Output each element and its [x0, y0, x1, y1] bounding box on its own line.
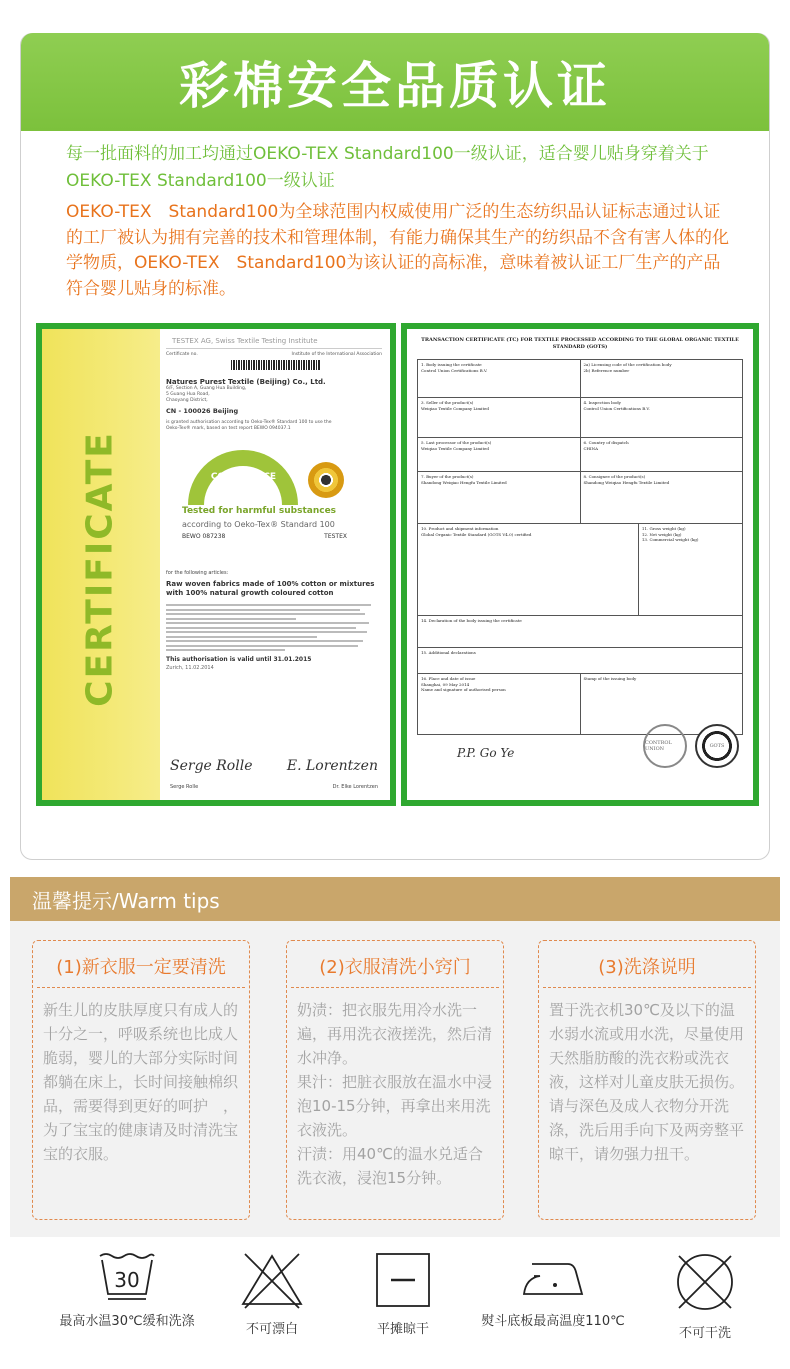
- barcode: [231, 360, 321, 370]
- care-item-dry: [328, 1250, 478, 1337]
- cert-city: CN - 100026 Beijing: [166, 407, 239, 415]
- warm-tips-header: [10, 877, 780, 921]
- cert-validity: This authorisation is valid until 31.01.2015: [166, 656, 312, 663]
- care-item-wash: [52, 1250, 202, 1329]
- gots-table: 1. Body issuing the certificate Control Union Certifications B.V. 2a) Licensing code of the certification body 2b) Reference number 3. Seller of the product(s) Weiqiao Textile Company Limited 4. Inspection body Control Union Certifications B.V. 5. Last processor of the product(s) Weiqiao Textile Company Limited 6. Country of dispatch CHINA 7. Buyer of the product(s) Shandong Weiqiao Hengfu Textile Limited 8. Consignee of the product(s) Shandong Weiqiao Hengfu Textile Limited 10. Product and shipment information Global Organic Textile Standard (GOTS V4.0) certified 11. Gross weight (kg) 12. Net weight (kg) 13. Commercial weight (kg) 14. Declaration of the body issuing the certificate 15. Additional declarations 16. Place and date of issue Shanghai, 09 May 2014 Name and signature of authorised person Stamp of the issuing body: [417, 359, 743, 735]
- title-banner: [21, 33, 769, 131]
- sunflower-icon: [308, 462, 344, 498]
- signature-right: E. Lorentzen: [286, 758, 378, 774]
- gots-title: TRANSACTION CERTIFICATE (TC) FOR TEXTILE PROCESSED ACCORDING TO THE GLOBAL ORGANIC TEXTILE STANDARD (GOTS): [421, 337, 739, 350]
- cert-articles: Raw woven fabrics made of 100% cotton or mixtures with 100% natural growth coloured cotton: [166, 580, 375, 597]
- tip-body: 新生儿的皮肤厚度只有成人的十分之一，呼吸系统也比成人脆弱，婴儿的大部分实际时间都躺在床上，长时间接触棉织品，需要得到更好的呵护 ，为了宝宝的健康请及时清洗宝宝的衣服。: [43, 1001, 239, 1163]
- control-union-seal-icon: CONTROL UNION: [643, 724, 687, 768]
- warm-tips-title: 温馨提示/Warm tips: [32, 888, 220, 913]
- tested-text: Tested for harmful substances: [182, 506, 337, 516]
- signature-left: Serge Rolle: [170, 758, 253, 774]
- care-item-dry-clean: [630, 1250, 780, 1341]
- care-item-iron: [478, 1250, 628, 1329]
- care-label: 平摊晾干: [376, 1322, 429, 1337]
- wash-30-icon: [96, 1250, 158, 1302]
- tip-body: 置于洗衣机30℃及以下的温水弱水流或用水洗，尽量使用天然脂肪酸的洗衣粉或洗衣液，这样对儿童皮肤无损伤。 请与深色及成人衣物分开洗涤，洗后用手向下及两旁整平晾干，请勿强力扭干。: [549, 1001, 745, 1163]
- tip-card-washing: [538, 940, 756, 1220]
- certificate-side-label: CERTIFICATE: [79, 431, 121, 707]
- care-label: 最高水温30℃缓和洗涤: [59, 1314, 195, 1329]
- according-text: according to Oeko-Tex® Standard 100: [182, 520, 335, 529]
- oeko-tex-certificate: CERTIFICATE TESTEX AG, Swiss Textile Testing Institute Certificate no. Institute of the International Association Natures Purest Textile (Beijing) Co., Ltd. 6/F, Section A, Guang Hua Building, 5 Guang Hua Road, Chaoyang District, CN - 100026 Beijing is granted authorisation according to Oeko-Tex® Standard 100 to use the Oeko-Tex® mark, based on test report BEWO 094037.1 CONFIDENCE IN TEXTILES Tested for harmful substances according to Oeko-Tex® Standard 100 BEWO 087238 TESTEX for the following articles: Raw woven fabrics made of 100% cotton or mixtures with 100% natural growth coloured cotton This authorisation is valid until 31.01.2015 Zurich, 11.02.2014 Serge Rolle E. Lorentzen Serge Rolle Dr. Elke Lorentzen: [36, 323, 396, 806]
- gots-logo-icon: GOTS: [695, 724, 739, 768]
- tip-card-cleaning: [286, 940, 504, 1220]
- care-label: 不可漂白: [245, 1322, 298, 1337]
- page-title: 彩棉安全品质认证: [179, 57, 611, 115]
- no-dry-clean-icon: [673, 1250, 737, 1314]
- tip-title: (1)新衣服一定要清洗: [56, 957, 226, 978]
- care-label: 熨斗底板最高温度110℃: [481, 1314, 625, 1329]
- svg-text:30: 30: [114, 1268, 140, 1292]
- iron-low-icon: [518, 1250, 588, 1302]
- tip-title: (2)衣服清洗小窍门: [319, 957, 471, 978]
- tip-title: (3)洗涤说明: [598, 957, 696, 978]
- testex-org: TESTEX AG, Swiss Textile Testing Institute: [172, 337, 318, 345]
- cert-company: Natures Purest Textile (Beijing) Co., Ltd.: [166, 378, 326, 386]
- no-bleach-icon: [237, 1250, 307, 1310]
- tip-card-new-clothes: [32, 940, 250, 1220]
- gots-certificate: [401, 323, 759, 806]
- care-item-bleach: [197, 1250, 347, 1337]
- care-label: 不可干洗: [678, 1326, 731, 1341]
- flat-dry-icon: [373, 1250, 433, 1310]
- intro-green-text: 每一批面料的加工均通过OEKO-TEX Standard100一级认证，适合婴儿贴身穿着关于OEKO-TEX Standard100一级认证: [66, 144, 709, 191]
- intro-orange-text: OEKO-TEX Standard100为全球范围内权威使用广泛的生态纺织品认证标志通过认证的工厂被认为拥有完善的技术和管理体制，有能力确保其生产的纺织品不含有害人体的化学物质，OEKO-TEX Standard100为该认证的高标准，意味着被认证工厂生产的产品符合婴儿贴身的标准。: [66, 202, 729, 299]
- tip-body: 奶渍：把衣服先用冷水洗一遍，再用洗衣液搓洗，然后清水冲净。 果汁：把脏衣服放在温水中浸泡10-15分钟，再拿出来用洗衣液洗。 汗渍：用40℃的温水兑适合洗衣液，浸泡15分钟。: [297, 1001, 493, 1187]
- confidence-logo: CONFIDENCE IN TEXTILES Tested for harmful substances according to Oeko-Tex® Standard 100 BEWO 087238 TESTEX: [166, 438, 382, 548]
- gots-signature: P.P. Go Ye: [457, 746, 515, 760]
